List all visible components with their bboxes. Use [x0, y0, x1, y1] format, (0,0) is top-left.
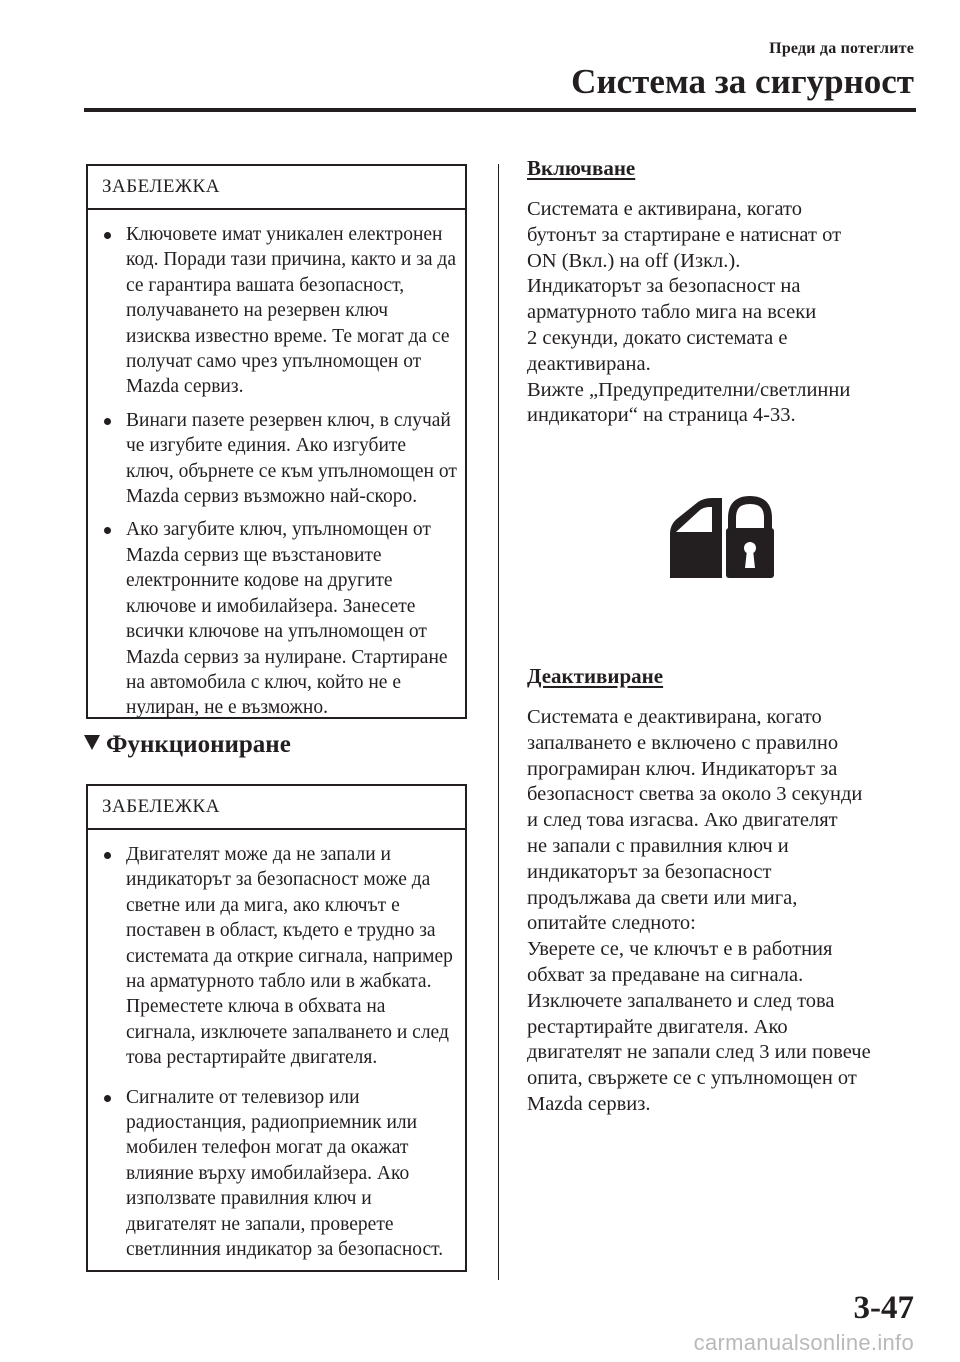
security-indicator-icon: [664, 496, 776, 580]
deactivation-heading: Деактивиране: [527, 664, 664, 688]
column-divider: [498, 164, 499, 1280]
note-list: [88, 830, 465, 1263]
note-item: Ключовете имат уникален електронен код. Поради тази причина, както и за да се гарантира вашата безопасност, получаването на резервен ключ изисква известно време. Те могат да се получат само чрез упълномощен от Mazda сервиз.: [102, 222, 457, 400]
note-heading: ЗАБЕЛЕЖКА: [88, 786, 465, 830]
note-heading: ЗАБЕЛЕЖКА: [88, 166, 465, 210]
activation-heading: Включване: [527, 156, 636, 180]
page-number: 3-47: [853, 1290, 914, 1326]
triangle-down-icon: [84, 735, 100, 750]
note-box-operation: [86, 784, 467, 1272]
deactivation-text: Системата е деактивирана, когато запалването е включено с правилно програмиран ключ. Индикаторът за безопасност светва за около 3 секунди и след това изгасва. Ако двигателят не запали с правилния ключ и индикаторът за безопасност продължава да свети или мига, опитайте следното: Уверете се, че ключът е в работния обхват за предаване на сигнала. Изключете запалването и след това рестартирайте двигателя. Ако двигателят не запали след 3 или повече опита, свържете се с упълномощен от Mazda сервиз.: [527, 706, 871, 1115]
watermark: carmanualsonline.info: [693, 1330, 914, 1355]
note-item: Винаги пазете резервен ключ, в случай че изгубите единия. Ако изгубите ключ, обърнете се към упълномощен от Mazda сервиз възможно най-скоро.: [102, 408, 457, 510]
header-rule: [84, 108, 916, 112]
section-title: [84, 731, 291, 759]
note-item: Сигналите от телевизор или радиостанция, радиоприемник или мобилен телефон могат да окажат влияние върху имобилайзера. Ако използвате правилния ключ и двигателят не запали, проверете светлинния индикатор за безопасност.: [102, 1085, 457, 1263]
chapter-label: Преди да потеглите: [769, 40, 914, 57]
page-title: Система за сигурност: [571, 62, 914, 101]
section-title-text: Функциониране: [106, 731, 291, 758]
note-list: [88, 210, 465, 721]
activation-text: Системата е активирана, когато бутонът за стартиране е натиснат от ON (Вкл.) на off (Изкл.). Индикаторът за безопасност на арматурното табло мига на всеки 2 секунди, докато системата е деактивирана. Вижте „Предупредителни/светлинни индикатори“ на страница 4-33.: [527, 198, 851, 427]
note-item: Двигателят може да не запали и индикаторът за безопасност може да светне или да мига, ако ключът е поставен в област, където е трудно за системата да открие сигнала, например на арматурното табло или в жабката. Преместете ключа в обхвата на сигнала, изключете запалването и след това рестартирайте двигателя.: [102, 842, 457, 1071]
note-box-keys: [86, 164, 467, 719]
note-item: Ако загубите ключ, упълномощен от Mazda сервиз ще възстановите електронните кодове на другите ключове и имобилайзера. Занесете всички ключове на упълномощен от Mazda сервиз за нулиране. Стартиране на автомобила с ключ, който не е нулиран, не е възможно.: [102, 517, 457, 720]
